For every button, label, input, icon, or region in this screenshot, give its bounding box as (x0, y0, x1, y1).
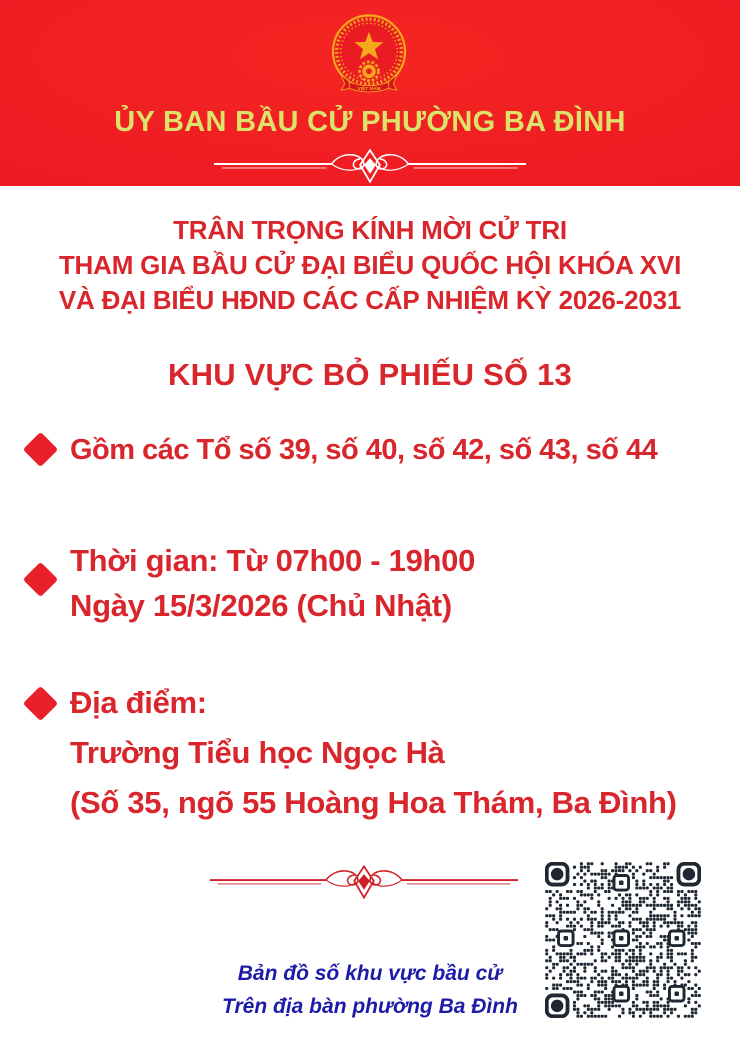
diamond-bullet-icon (23, 562, 58, 597)
diamond-bullet-icon (23, 686, 58, 721)
location-address: (Số 35, ngõ 55 Hoàng Hoa Thám, Ba Đình) (70, 785, 677, 820)
location-name: Trường Tiểu học Ngọc Hà (70, 735, 445, 770)
qr-caption (150, 957, 590, 1023)
diamond-bullet-icon (23, 432, 58, 467)
location-label: Địa điểm: (70, 685, 207, 720)
time-line-1: Thời gian: Từ 07h00 - 19h00 (70, 543, 476, 578)
header-banner (0, 0, 740, 186)
bullet-groups (24, 430, 657, 470)
invitation-line-1: TRÂN TRỌNG KÍNH MỜI CỬ TRI (173, 215, 567, 245)
polling-area-title: KHU VỰC BỎ PHIẾU SỐ 13 (168, 357, 572, 392)
ornamental-divider-icon (212, 144, 528, 188)
groups-line: Gồm các Tổ số 39, số 40, số 42, số 43, số 44 (70, 434, 658, 466)
emblem-banner-text: VIỆT NAM (357, 86, 381, 92)
invitation-text (0, 213, 740, 318)
time-line-2: Ngày 15/3/2026 (Chủ Nhật) (70, 588, 452, 623)
qr-caption-line-2: Trên địa bàn phường Ba Đình (222, 995, 518, 1018)
invitation-line-2: THAM GIA BẦU CỬ ĐẠI BIỂU QUỐC HỘI KHÓA XVI (58, 250, 682, 280)
bullet-location (24, 678, 677, 828)
vietnam-national-emblem-icon (324, 8, 414, 104)
qr-caption-line-1: Bản đồ số khu vực bầu cử (237, 962, 503, 985)
bullet-time (24, 538, 475, 628)
committee-title: ỦY BAN BẦU CỬ PHƯỜNG BA ĐÌNH (114, 106, 626, 138)
ornamental-divider-icon (208, 860, 520, 904)
invitation-line-3: VÀ ĐẠI BIỂU HĐND CÁC CẤP NHIỆM KỲ 2026-2031 (58, 285, 682, 315)
